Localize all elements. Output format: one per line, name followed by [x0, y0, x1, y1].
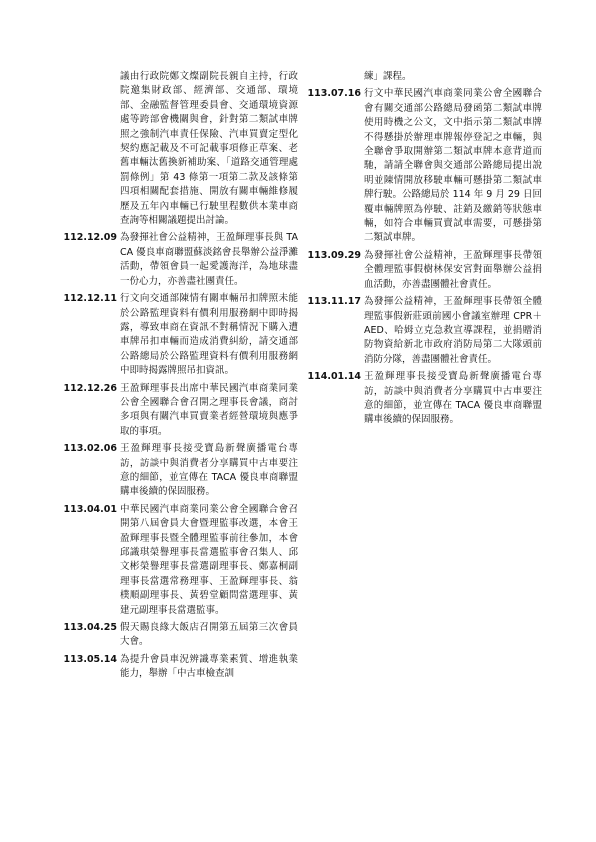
entry-date: 113.11.17: [307, 296, 361, 308]
entry-text: 為發揮社會公益精神，王盈輝理事長帶領全體理監事假樹林保安宮對面舉辦公益捐血活動，亦善盡團體社會責任。: [364, 249, 542, 290]
entry-text: 王盈輝理事長接受寶島新聲廣播電台專訪，訪談中與消費者分享購買中古車要注意的細節，並宣傳在 TACA 優良車商聯盟購車後續的保固服務。: [364, 371, 542, 426]
entry-text: 為發揮社會公益精神，王盈輝理事長與 TACA 優良車商聯盟蘇淡銘會長舉辦公益淨灘活動，帶領會員一起愛護海洋，為地球盡一份心力，亦善盡社團責任。: [120, 232, 298, 287]
timeline-entry: [62, 70, 298, 228]
entry-date: 114.01.14: [307, 371, 361, 383]
timeline-entry: [306, 249, 542, 292]
entry-text: 議由行政院鄭文燦副院長親自主持，行政院邀集財政部、經濟部、交通部、環境部、金融監督管理委員會、交通環境資源處等跨部會機關與會，針對第二類試車牌照之強制汽車責任保險、汽車買賣定型化契約應記載及不可記載事項修正草案、老舊車輛汰舊換新補助案、「道路交通管理處罰條例」第 43 條第一項第二款及該條第四項相關配套措施、開放有關車輛維修履歷及五年內車輛已行駛里程數供本業車商查詢等相關議題提出討論。: [120, 71, 298, 227]
timeline-entry: [306, 87, 542, 245]
timeline-entry: [306, 70, 542, 84]
entry-date: 113.02.06: [63, 443, 117, 455]
right-column: [306, 70, 542, 431]
entry-text: 為發揮公益精神，王盈輝理事長帶領全體理監事假新莊頭前國小會議室辦理 CPR＋AED、哈姆立克急救宣導課程，並捐贈消防物資給新北市政府消防局第二大隊頭前消防分隊，善盡團體社會責任。: [364, 296, 542, 365]
entry-date: 112.12.11: [63, 293, 117, 305]
timeline-entry: [62, 382, 298, 440]
timeline-entry: [62, 503, 298, 618]
timeline-entry: [62, 292, 298, 378]
entry-text: 行文向交通部陳情有關車輛吊扣牌照未能於公路監理資料有價利用服務網中即時揭露，導致車商在資訊不對稱情況下購入遭車牌吊扣車輛而造成消費糾紛，請交通部公路總局於公路監理資料有價利用服務網中即時揭露牌照吊扣資訊。: [120, 293, 298, 377]
left-column: [62, 70, 298, 685]
entry-date: 113.05.14: [63, 653, 117, 665]
entry-date: 113.04.25: [63, 622, 117, 634]
entry-text: 假天賜良緣大飯店召開第五屆第三次會員大會。: [120, 622, 298, 648]
timeline-entry: [62, 231, 298, 289]
entry-date: 112.12.09: [63, 232, 117, 244]
timeline-entry: [306, 370, 542, 428]
entry-text: 王盈輝理事長接受寶島新聲廣播電台專訪，訪談中與消費者分享購買中古車要注意的細節，並宣傳在 TACA 優良車商聯盟購車後續的保固服務。: [120, 443, 298, 498]
entry-date: 112.12.26: [63, 382, 117, 394]
entry-text: 王盈輝理事長出席中華民國汽車商業同業公會全國聯合會召開之理事長會議，商討多項與有關汽車買賣業者經營環境與應爭取的事項。: [120, 382, 298, 437]
entry-text: 中華民國汽車商業同業公會全國聯合會召開第八屆會員大會暨理監事改選，本會王盈輝理事長暨全體理監事前往參加，本會邱識琪榮譽理事長當選監事會召集人、邱文彬榮譽理事長當選副理事長、鄭嘉桐副理事長當選常務理事、王盈輝理事長、翁樸順副理事長、黃碧堂顧問當選理事、黃建元副理事長當選監事。: [120, 503, 298, 616]
timeline-entry: [306, 295, 542, 367]
entry-text: 行文中華民國汽車商業同業公會全國聯合會有關交通部公路總局發函第二類試車牌使用時機之公文，文中指示第二類試車牌不得懸掛於辦理車牌報停登記之車輛，與全聯會爭取開辦第二類試車牌本意背道而馳，請請全聯會與交通部公路總局提出說明並陳情開放移駛車輛可懸掛第二類試車牌行駛。公路總局於 114 年 9 月 29 日回覆車輛牌照為停駛、註銷及繳銷等狀態車輛，如符合車輛買賣試車需要，可懸掛第二類試車牌。: [364, 88, 542, 244]
timeline-entry: [62, 653, 298, 682]
timeline-entry: [62, 621, 298, 650]
entry-text: 為提升會員車況辨識專業素質、增進執業能力，舉辦「中古車檢查訓: [120, 653, 298, 680]
entry-date: 113.07.16: [307, 88, 361, 100]
entry-date: 113.09.29: [307, 249, 361, 261]
timeline-entry: [62, 442, 298, 500]
entry-text: 練」課程。: [364, 71, 412, 82]
entry-date: 113.04.01: [63, 503, 117, 515]
